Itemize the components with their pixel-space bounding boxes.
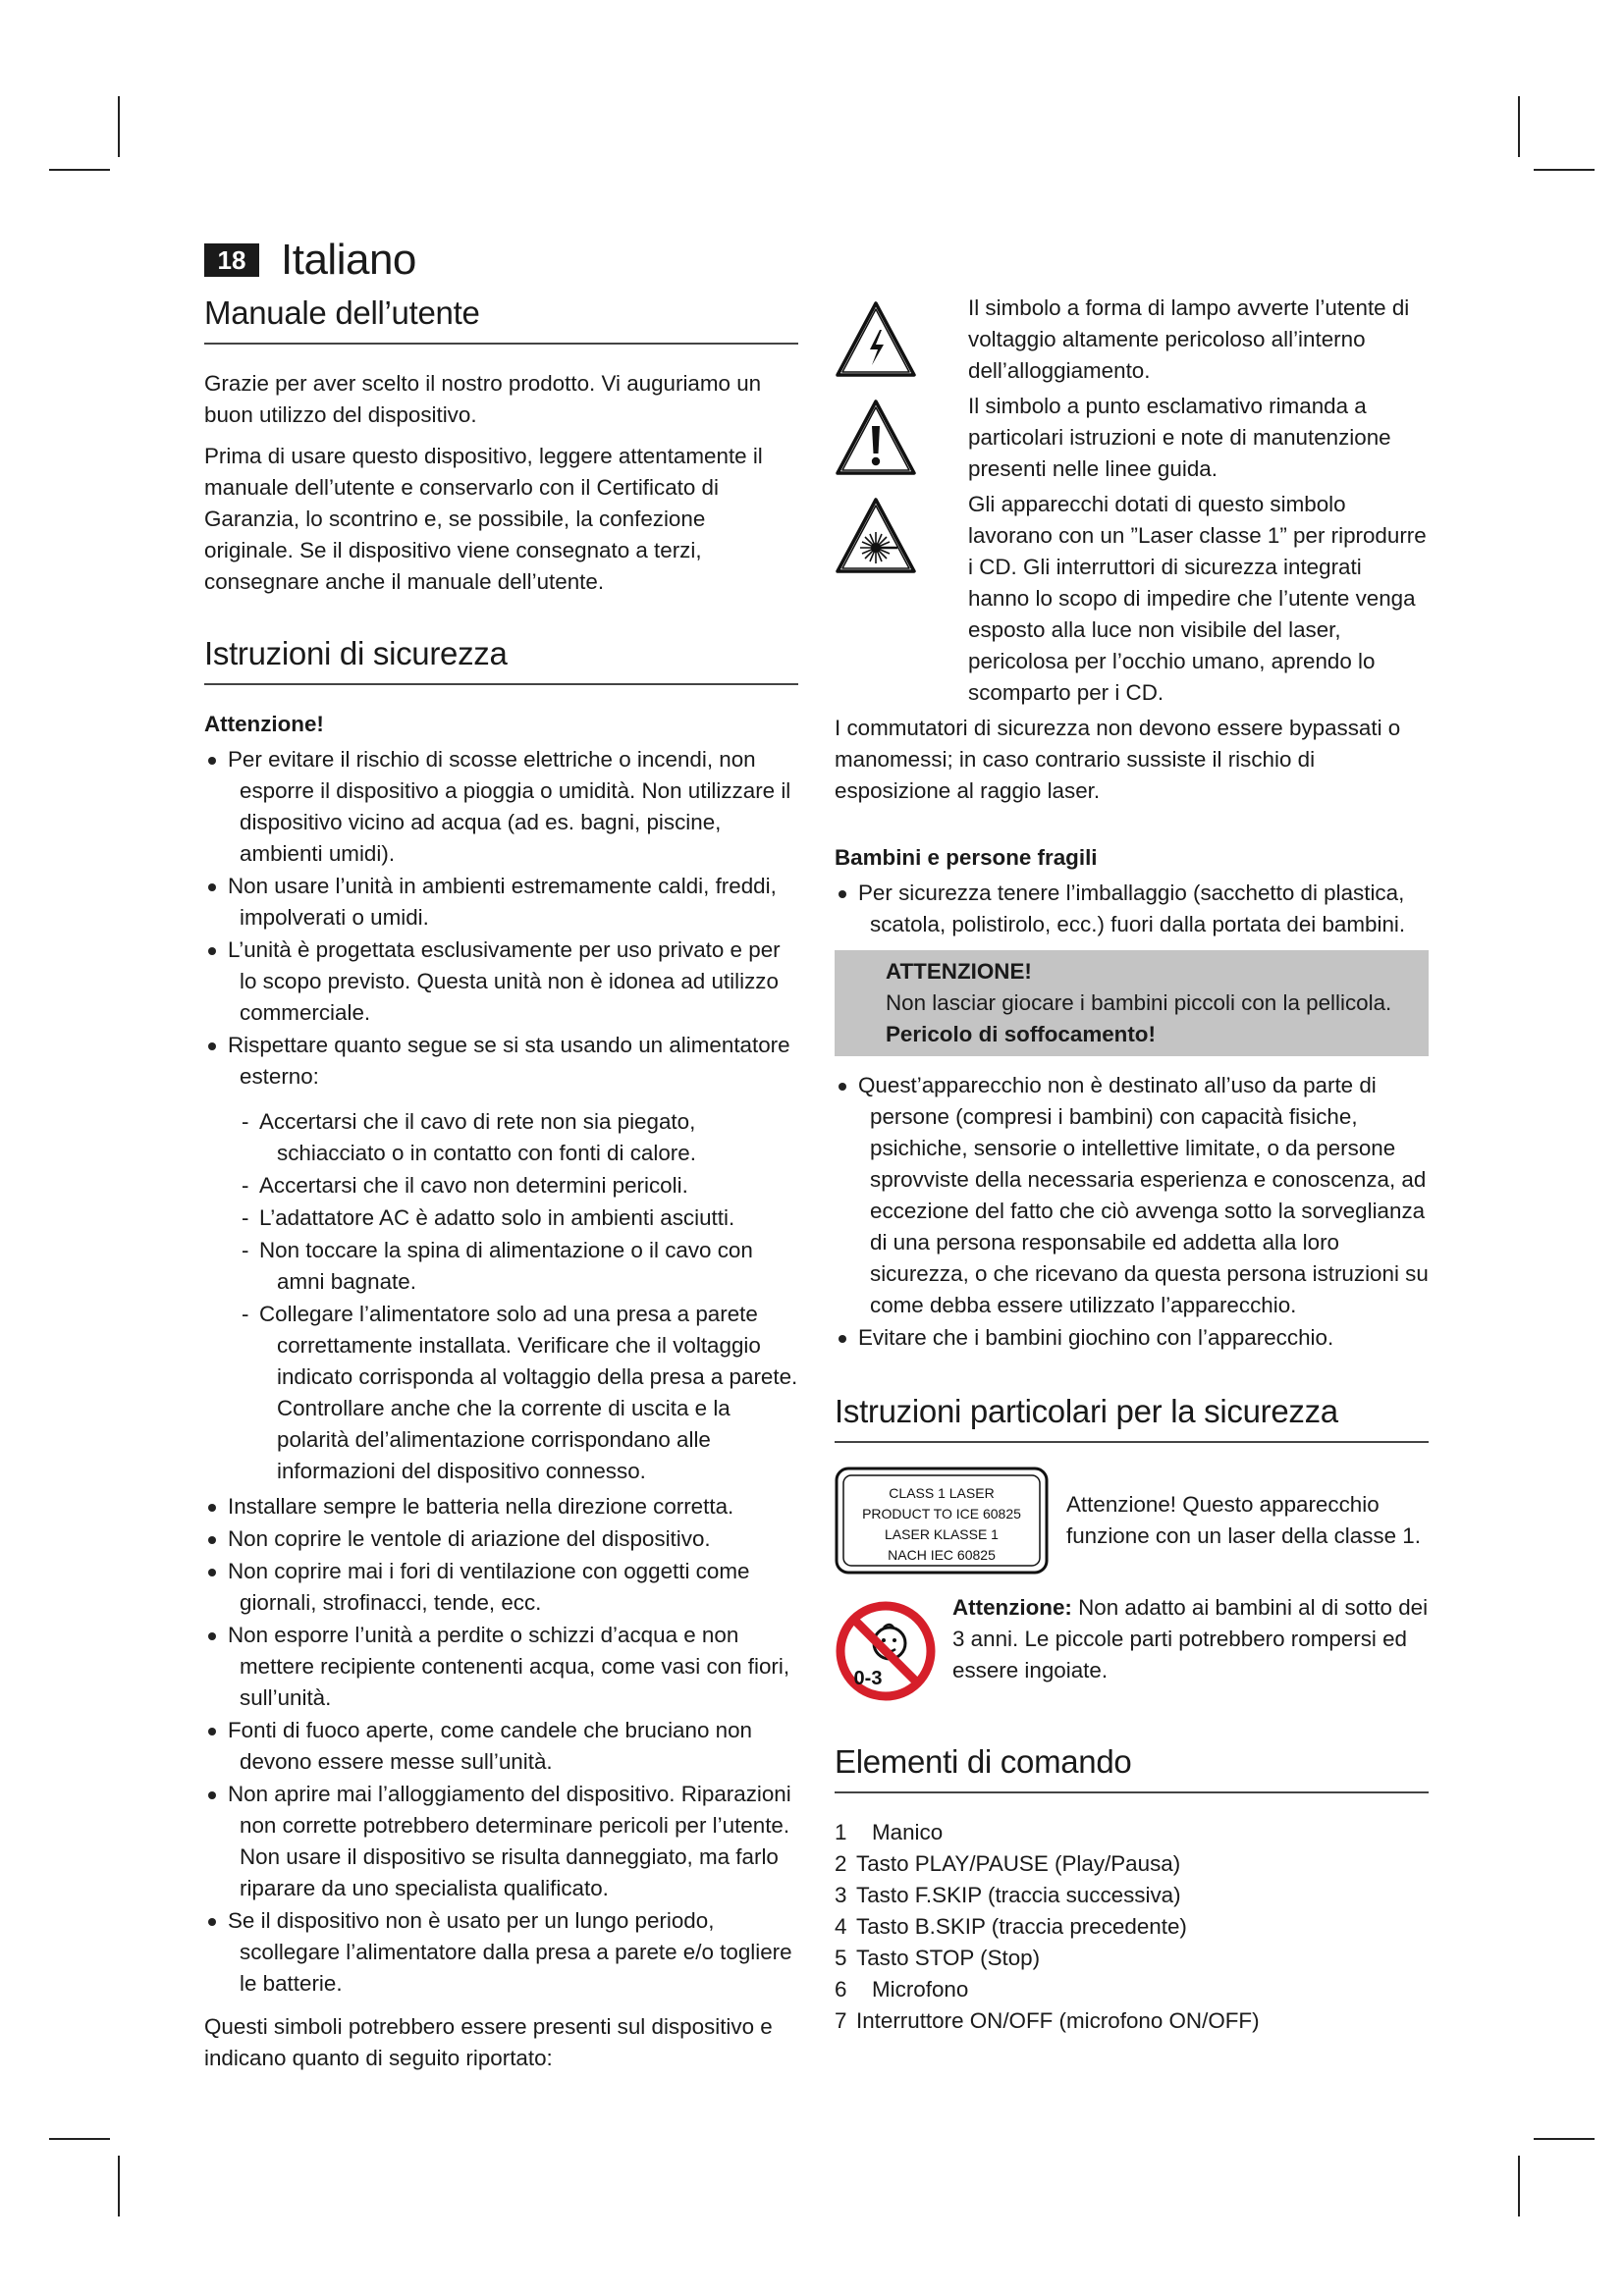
list-item: Quest’apparecchio non è destinato all’uso da parte di persone (compresi i bambini) con capacità fisiche, psichiche, sensorie o intellettive limitate, o da persone sprovviste della necessaria esperienza e conoscenza, ad eccezione del fatto che ciò avvenga sotto la sorveglianza di una persona responsabile ed addetta alla loro sicurezza, o che ricevano da questa persona istruzioni su come debba essere utilizzato l’apparecchio. bbox=[835, 1070, 1429, 1321]
manual-paragraph: Prima di usare questo dispositivo, leggere attentamente il manuale dell’utente e conservarlo con il Certificato di Garanzia, lo scontrino e, se possibile, la confezione originale. Se il dispositivo viene consegnato a terzi, consegnare anche il manuale dell’utente. bbox=[204, 444, 763, 594]
crop-mark bbox=[1534, 2138, 1595, 2140]
sub-list-item: - L’adattatore AC è adatto solo in ambienti asciutti. bbox=[242, 1202, 798, 1234]
symbol-exclamation-row bbox=[835, 391, 1429, 485]
list-item: Fonti di fuoco aperte, come candele che bruciano non devono essere messe sull’unità. bbox=[204, 1715, 798, 1778]
lightning-warning-icon bbox=[835, 300, 917, 379]
control-item: 7 Interruttore ON/OFF (microfono ON/OFF) bbox=[835, 2008, 1260, 2033]
laser-warning-icon bbox=[835, 497, 917, 575]
sub-list-item: - Collegare l’alimentatore solo ad una presa a parete correttamente installata. Verificare che il voltaggio indicato corrisponda al voltaggio della presa a parete. Controllare anche che la corrente di uscita e la polarità del’alimentazione corrispondano alle informazioni del dispositivo connesso. bbox=[242, 1299, 798, 1487]
list-item: Per evitare il rischio di scosse elettriche o incendi, non esporre il dispositivo a pioggia o umidità. Non utilizzare il dispositivo vicino ad acqua (ad es. bagni, piscine, ambienti umidi). bbox=[204, 744, 798, 870]
exclamation-warning-icon bbox=[835, 399, 917, 477]
list-item: Non coprire le ventole di ariazione del dispositivo. bbox=[204, 1523, 798, 1555]
controls-list bbox=[835, 1817, 1429, 2037]
sub-list-item: - Accertarsi che il cavo di rete non sia piegato, schiacciato o in contatto con fonti di calore. bbox=[242, 1106, 798, 1169]
language-title: Italiano bbox=[281, 236, 416, 284]
safety-title: Istruzioni di sicurezza bbox=[204, 633, 798, 685]
manual-paragraph: Grazie per aver scelto il nostro prodotto. Vi auguriamo un buon utilizzo del dispositivo. bbox=[204, 371, 762, 427]
left-column bbox=[204, 293, 798, 2084]
crop-mark bbox=[118, 96, 120, 157]
children-list-2 bbox=[835, 1070, 1429, 1354]
crop-mark bbox=[1534, 169, 1595, 171]
control-item: 5 Tasto STOP (Stop) bbox=[835, 1946, 1041, 1970]
crop-mark bbox=[1518, 96, 1520, 157]
sub-list-item: - Accertarsi che il cavo non determini pericoli. bbox=[242, 1170, 798, 1201]
laser-class-row bbox=[835, 1467, 1429, 1575]
list-item: Per sicurezza tenere l’imballaggio (sacchetto di plastica, scatola, polistirolo, ecc.) fuori dalla portata dei bambini. bbox=[835, 878, 1429, 940]
children-title: Bambini e persone fragili bbox=[835, 845, 1098, 870]
symbol-laser-row bbox=[835, 489, 1429, 709]
not-for-children-icon bbox=[835, 1600, 937, 1702]
kids-warning-text bbox=[952, 1592, 1429, 1686]
symbol-exclamation-text: Il simbolo a punto esclamativo rimanda a particolari istruzioni e note di manutenzione presenti nelle linee guida. bbox=[968, 394, 1391, 481]
sub-list-item: - Non toccare la spina di alimentazione o il cavo con amni bagnate. bbox=[242, 1235, 798, 1298]
children-list-1 bbox=[835, 878, 1429, 940]
control-item: 6 Microfono bbox=[835, 1977, 969, 2002]
controls-title: Elementi di comando bbox=[835, 1741, 1429, 1793]
list-item: Evitare che i bambini giochino con l’apparecchio. bbox=[835, 1322, 1429, 1354]
kids-warning-bold: Attenzione: bbox=[952, 1595, 1072, 1620]
control-item: 4 Tasto B.SKIP (traccia precedente) bbox=[835, 1914, 1187, 1939]
special-title: Istruzioni particolari per la sicurezza bbox=[835, 1391, 1429, 1443]
control-item: 3 Tasto F.SKIP (traccia successiva) bbox=[835, 1883, 1181, 1907]
list-item: L’unità è progettata esclusivamente per uso privato e per lo scopo previsto. Questa unità non è idonea ad utilizzo commerciale. bbox=[204, 934, 798, 1029]
list-item: Non esporre l’unità a perdite o schizzi d’acqua e non mettere recipiente contenenti acqua, come vasi con fiori, sull’unità. bbox=[204, 1620, 798, 1714]
warning-title: ATTENZIONE! bbox=[886, 959, 1032, 984]
warning-text: Non lasciar giocare i bambini piccoli con la pellicola. bbox=[886, 990, 1392, 1015]
age-label: 0-3 bbox=[853, 1668, 883, 1689]
kids-warning-body: Non adatto ai bambini al di sotto dei 3 anni. Le piccole parti potrebbero rompersi ed essere ingoiate. bbox=[952, 1595, 1429, 1682]
crop-mark bbox=[49, 169, 110, 171]
symbols-intro: Questi simboli potrebbero essere presenti sul dispositivo e indicano quanto di seguito riportato: bbox=[204, 2014, 773, 2070]
laser-label-line: PRODUCT TO ICE 60825 bbox=[862, 1506, 1021, 1522]
crop-mark bbox=[118, 2156, 120, 2216]
kids-warning-row bbox=[835, 1592, 1429, 1702]
crop-mark bbox=[1518, 2156, 1520, 2216]
list-item: Non coprire mai i fori di ventilazione con oggetti come giornali, strofinacci, tende, ecc. bbox=[204, 1556, 798, 1619]
crop-mark bbox=[49, 2138, 110, 2140]
laser-class-label-icon bbox=[835, 1467, 1049, 1575]
adapter-sublist bbox=[242, 1106, 798, 1487]
symbol-lightning-row bbox=[835, 293, 1429, 387]
right-column bbox=[835, 293, 1429, 2037]
page-number: 18 bbox=[204, 243, 259, 277]
list-item: Non usare l’unità in ambienti estremamente caldi, freddi, impolverati o umidi. bbox=[204, 871, 798, 934]
switches-paragraph: I commutatori di sicurezza non devono essere bypassati o manomessi; in caso contrario sussiste il rischio di esposizione al raggio laser. bbox=[835, 716, 1401, 803]
page-header bbox=[204, 236, 416, 285]
laser-class-text: Attenzione! Questo apparecchio funzione con un laser della classe 1. bbox=[1066, 1492, 1421, 1548]
manual-title: Manuale dell’utente bbox=[204, 293, 798, 345]
warning-box bbox=[835, 950, 1429, 1056]
list-item: Rispettare quanto segue se si sta usando un alimentatore esterno: - Accertarsi che il cavo di rete non sia piegato, schiacciato o in contatto con fonti di calore. - Accertarsi che il cavo non determini pericoli. - L’adattatore AC è adatto solo in ambienti asciutti. - Non toccare la spina di alimentazione o il cavo con amni bagnate. - Collegare l’alimentatore solo ad una presa a parete correttamente installata. Verificare che il voltaggio indicato corrisponda al voltaggio della presa a parete. Controllare anche che la corrente di uscita e la polarità del’alimentazione corrispondano alle informazioni del dispositivo connesso. bbox=[204, 1030, 798, 1487]
list-item: Installare sempre le batteria nella direzione corretta. bbox=[204, 1491, 798, 1522]
control-item: 1 Manico bbox=[835, 1820, 944, 1844]
laser-label-line: LASER KLASSE 1 bbox=[885, 1526, 999, 1542]
control-item: 2 Tasto PLAY/PAUSE (Play/Pausa) bbox=[835, 1851, 1181, 1876]
list-item: Non aprire mai l’alloggiamento del dispositivo. Riparazioni non corrette potrebbero determinare pericoli per l’utente. Non usare il dispositivo se risulta danneggiato, ma farlo riparare da uno specialista qualificato. bbox=[204, 1779, 798, 1904]
symbol-lightning-text: Il simbolo a forma di lampo avverte l’utente di voltaggio altamente pericoloso all’interno dell’alloggiamento. bbox=[968, 295, 1410, 383]
safety-attention: Attenzione! bbox=[204, 712, 324, 736]
list-item: Se il dispositivo non è usato per un lungo periodo, scollegare l’alimentatore dalla presa a parete e/o togliere le batterie. bbox=[204, 1905, 798, 2000]
laser-label-line: NACH IEC 60825 bbox=[888, 1547, 996, 1563]
safety-list bbox=[204, 744, 798, 2000]
laser-label-line: CLASS 1 LASER bbox=[889, 1485, 995, 1501]
warning-danger: Pericolo di soffocamento! bbox=[886, 1022, 1156, 1046]
symbol-laser-text: Gli apparecchi dotati di questo simbolo lavorano con un ”Laser classe 1” per riprodurre i CD. Gli interruttori di sicurezza integrati hanno lo scopo di impedire che l’utente venga esposto alla luce non visibile del laser, pericolosa per l’occhio umano, aprendo lo scomparto per i CD. bbox=[968, 492, 1427, 705]
